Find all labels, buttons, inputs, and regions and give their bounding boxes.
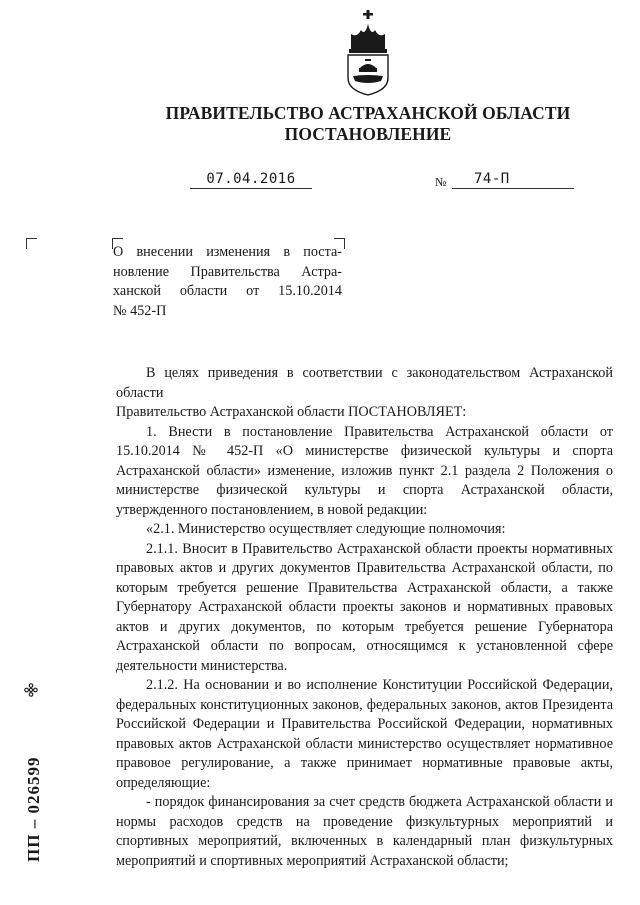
- date-underline: [190, 188, 312, 189]
- flower-ornament-icon: [24, 683, 38, 697]
- subject-line: № 452-П: [113, 302, 167, 319]
- clause-2-1-2: 2.1.2. На основании и во исполнение Конституции Российской Федерации, федеральных конституционных законов, федеральных законов, актов Президента Российской Федерации и Правительства Российской Федерации, нормативных правовых актов Астраханской области министерство осуществляет нормативное правовое регулирование, а также принимает нормативные правовые акты, определяющие:: [116, 677, 613, 791]
- corner-mark-left: [26, 238, 37, 249]
- clause-2-1: «2.1. Министерство осуществляет следующие полномочия:: [146, 521, 506, 537]
- number-underline: [452, 188, 574, 189]
- item-1-paragraph: 1. Внести в постановление Правительства Астраханской области от 15.10.2014 № 452-П «О министерстве физической культуры и спорта Астраханской области» изменение, изложив пункт 2.1 раздела 2 Положения о министерстве физической культуры и спорта Астраханской области, утвержденного постановлением, в новой редакции:: [116, 423, 613, 518]
- organization-title: ПРАВИТЕЛЬСТВО АСТРАХАНСКОЙ ОБЛАСТИ: [165, 103, 571, 123]
- coat-of-arms-icon: [343, 10, 393, 96]
- side-serial-stamp: ПП – 026599: [24, 756, 43, 862]
- number-value: 74-П: [474, 171, 510, 187]
- clause-2-1-1: 2.1.1. Вносит в Правительство Астраханской области проекты нормативных правовых актов и других документов Правительства Астраханской области, по которым требуется решение Правительства Астраханской области, а также Губернатору Астраханской области проекты законов и нормативных правовых актов и других документов, по которым требуется решение Губернатора Астраханской области по вопросам, относящимся к установленной сфере деятельности министерства.: [116, 540, 613, 674]
- bullet-item: - порядок финансирования за счет средств бюджета Астраханской области и нормы расходов средств на проведение физкультурных мероприятий и спортивных мероприятий, включенных в календарный план физкультурных мероприятий и спортивных мероприятий Астраханской области;: [116, 794, 613, 869]
- intro-paragraph: В целях приведения в соответствии с законодательством Астраханской области: [116, 365, 613, 401]
- document-subject: [113, 243, 342, 321]
- subject-line: ханской области от 15.10.2014: [113, 283, 342, 299]
- resolve-paragraph: Правительство Астраханской области ПОСТАНОВЛЯЕТ:: [116, 404, 467, 420]
- document-type: ПОСТАНОВЛЕНИЕ: [284, 124, 452, 144]
- subject-line: новление Правительства Астра-: [113, 263, 342, 280]
- document-date: [190, 171, 312, 187]
- document-body: [116, 364, 613, 871]
- date-value: 07.04.2016: [206, 171, 296, 187]
- number-sign: №: [435, 175, 447, 189]
- subject-line: О внесении изменения в поста-: [113, 244, 342, 260]
